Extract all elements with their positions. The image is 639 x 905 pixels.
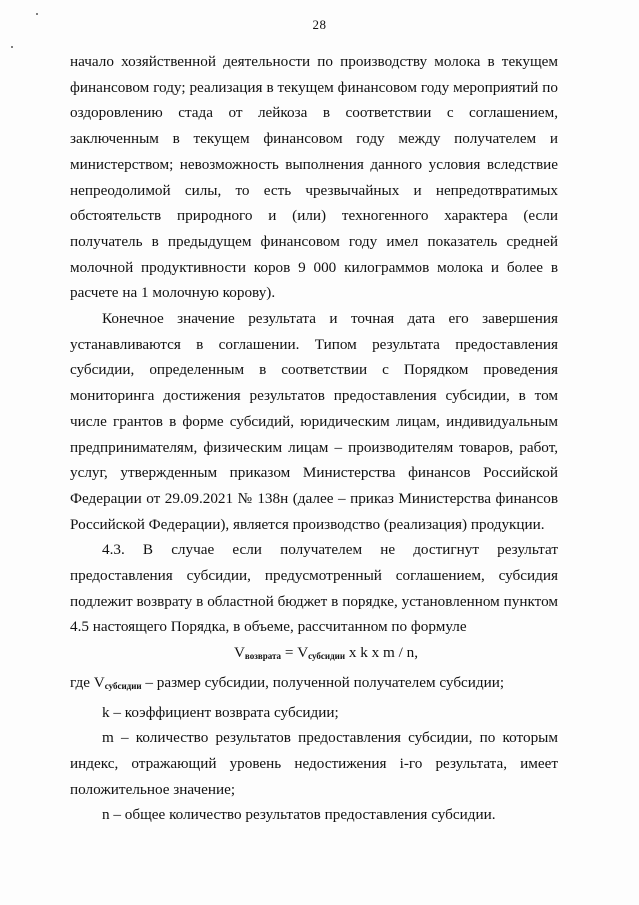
paragraph-result-type: Конечное значение результата и точная дата его завершения устанавливаются в соглашении. Типом результата предоставления субсидии, определенным в соответствии с Порядком проведения мониторинга достижения результатов предоставления субсидии, в том числе грантов в форме субсидий, юридическим лицам, индивидуальным предпринимателям, физическим лицам – производителям товаров, работ, услуг, утвержденным приказом Министерства финансов Российской Федерации от 29.09.2021 № 138н (далее – приказ Министерства финансов Российской Федерации), является производство (реализация) продукции. bbox=[70, 310, 558, 533]
definition-v-prefix: где V bbox=[70, 673, 105, 691]
formula-rhs-subscript: субсидии bbox=[308, 651, 346, 662]
definition-n: n – общее количество результатов предоставления субсидии. bbox=[102, 806, 496, 824]
paragraph-4-3: 4.3. В случае если получателем не достигнут результат предоставления субсидии, предусмотренный соглашением, субсидия подлежит возврату в областной бюджет в порядке, установленном пунктом 4.5 настоящего Порядка, в объеме, рассчитанном по формуле bbox=[70, 541, 558, 636]
formula-rhs-rest: x k x m / n, bbox=[345, 644, 419, 662]
formula-rhs-symbol: V bbox=[297, 644, 309, 662]
scan-speck bbox=[36, 13, 38, 15]
definition-v-text: – размер субсидии, полученной получателем субсидии; bbox=[141, 673, 505, 691]
definition-k: k – коэффициент возврата субсидии; bbox=[102, 703, 339, 721]
paragraph-continuation: начало хозяйственной деятельности по производству молока в текущем финансовом году; реализация в текущем финансовом году мероприятий по оздоровлению стада от лейкоза в соответствии с соглашением, заключенным в текущем финансовом году между получателем и министерством; невозможность выполнения данного условия вследствие непреодолимой силы, то есть чрезвычайных и непредотвратимых обстоятельств природного и (или) техногенного характера (если получатель в предыдущем финансовом году имел показатель средней молочной продуктивности коров 9 000 килограммов молока и более в расчете на 1 молочную корову). bbox=[70, 53, 558, 302]
page-number: 28 bbox=[312, 17, 327, 32]
definition-m: m – количество результатов предоставления субсидии, по которым индекс, отражающий уровень недостижения i-го результата, имеет положительное значение; bbox=[70, 729, 558, 798]
formula-lhs-symbol: V bbox=[233, 644, 245, 662]
formula-equals: = bbox=[281, 644, 298, 662]
scan-speck bbox=[11, 46, 13, 48]
document-body bbox=[70, 49, 558, 828]
definition-v-subscript: субсидии bbox=[104, 680, 142, 691]
formula-lhs-subscript: возврата bbox=[244, 651, 282, 662]
definition-v bbox=[70, 670, 558, 700]
refund-formula bbox=[70, 640, 558, 670]
